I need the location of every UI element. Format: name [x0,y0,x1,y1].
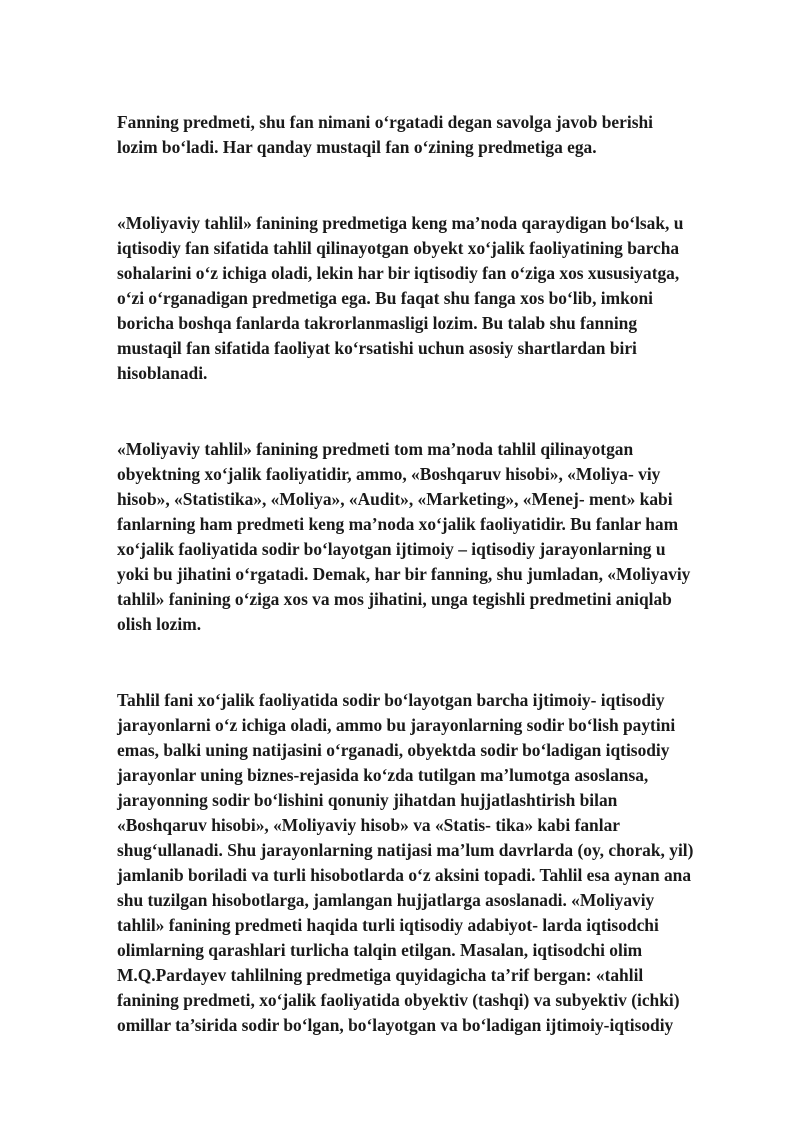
paragraph-1: Fanning predmeti, shu fan nimani o‘rgatadi degan savolga javob berishi lozim bo‘ladi. Har qanday mustaqil fan o‘zining predmetiga ega. [117,112,653,157]
paragraph-2: «Moliyaviy tahlil» fanining predmetiga keng ma’noda qaraydigan bo‘lsak, u iqtisodiy fan sifatida tahlil qilinayotgan obyekt xo‘jalik faoliyatining barcha sohalarini o‘z ichiga oladi, lekin har bir iqtisodiy fan o‘ziga xos xususiyatga, o‘zi o‘rganadigan predmetiga ega. Bu faqat shu fanga xos bo‘lib, imkoni boricha boshqa fanlarda takrorlanmasligi lozim. Bu talab shu fanning mustaqil fan sifatida faoliyat ko‘rsatishi uchun asosiy shartlardan biri hisoblanadi. [117,213,684,383]
paragraph-4: Tahlil fani xo‘jalik faoliyatida sodir bo‘layotgan barcha ijtimoiy- iqtisodiy jarayonlarni o‘z ichiga oladi, ammo bu jarayonlarning sodir bo‘lish paytini emas, balki uning natijasini o‘rganadi, obyektda sodir bo‘ladigan iqtisodiy jarayonlar uning biznes-rejasida ko‘zda tutilgan ma’lumotga asoslansa, jarayonning sodir bo‘lishini qonuniy jihatdan hujjatlashtirish bilan «Boshqaruv hisobi», «Moliyaviy hisob» va «Statis- tika» kabi fanlar shug‘ullanadi. Shu jarayonlarning natijasi ma’lum davrlarda (oy, chorak, yil) jamlanib boriladi va turli hisobotlarda o‘z aksini topadi. Tahlil esa aynan ana shu tuzilgan hisobotlarga, jamlangan hujjatlarga asoslanadi. «Moliyaviy tahlil» fanining predmeti haqida turli iqtisodiy adabiyot- larda iqtisodchi olimlarning qarashlari turlicha talqin etilgan. Masalan, iqtisodchi olim M.Q.Pardayev tahlilning predmetiga quyidagicha ta’rif bergan: «tahlil fanining predmeti, xo‘jalik faoliyatida obyektiv (tashqi) va subyektiv (ichki) omillar ta’sirida sodir bo‘lgan, bo‘layotgan va bo‘ladigan ijtimoiy-iqtisodiy [117,690,694,1035]
document-page [117,110,757,1038]
paragraph-3: «Moliyaviy tahlil» fanining predmeti tom ma’noda tahlil qilinayotgan obyektning xo‘jalik faoliyatidir, ammo, «Boshqaruv hisobi», «Moliya- viy hisob», «Statistika», «Moliya», «Audit», «Marketing», «Menej- ment» kabi fanlarning ham predmeti keng ma’noda xo‘jalik faoliyatidir. Bu fanlar ham xo‘jalik faoliyatida sodir bo‘layotgan ijtimoiy – iqtisodiy jarayonlarning u yoki bu jihatini o‘rgatadi. Demak, har bir fanning, shu jumladan, «Moliyaviy tahlil» fanining o‘ziga xos va mos jihatini, unga tegishli predmetini aniqlab olish lozim. [117,439,691,634]
